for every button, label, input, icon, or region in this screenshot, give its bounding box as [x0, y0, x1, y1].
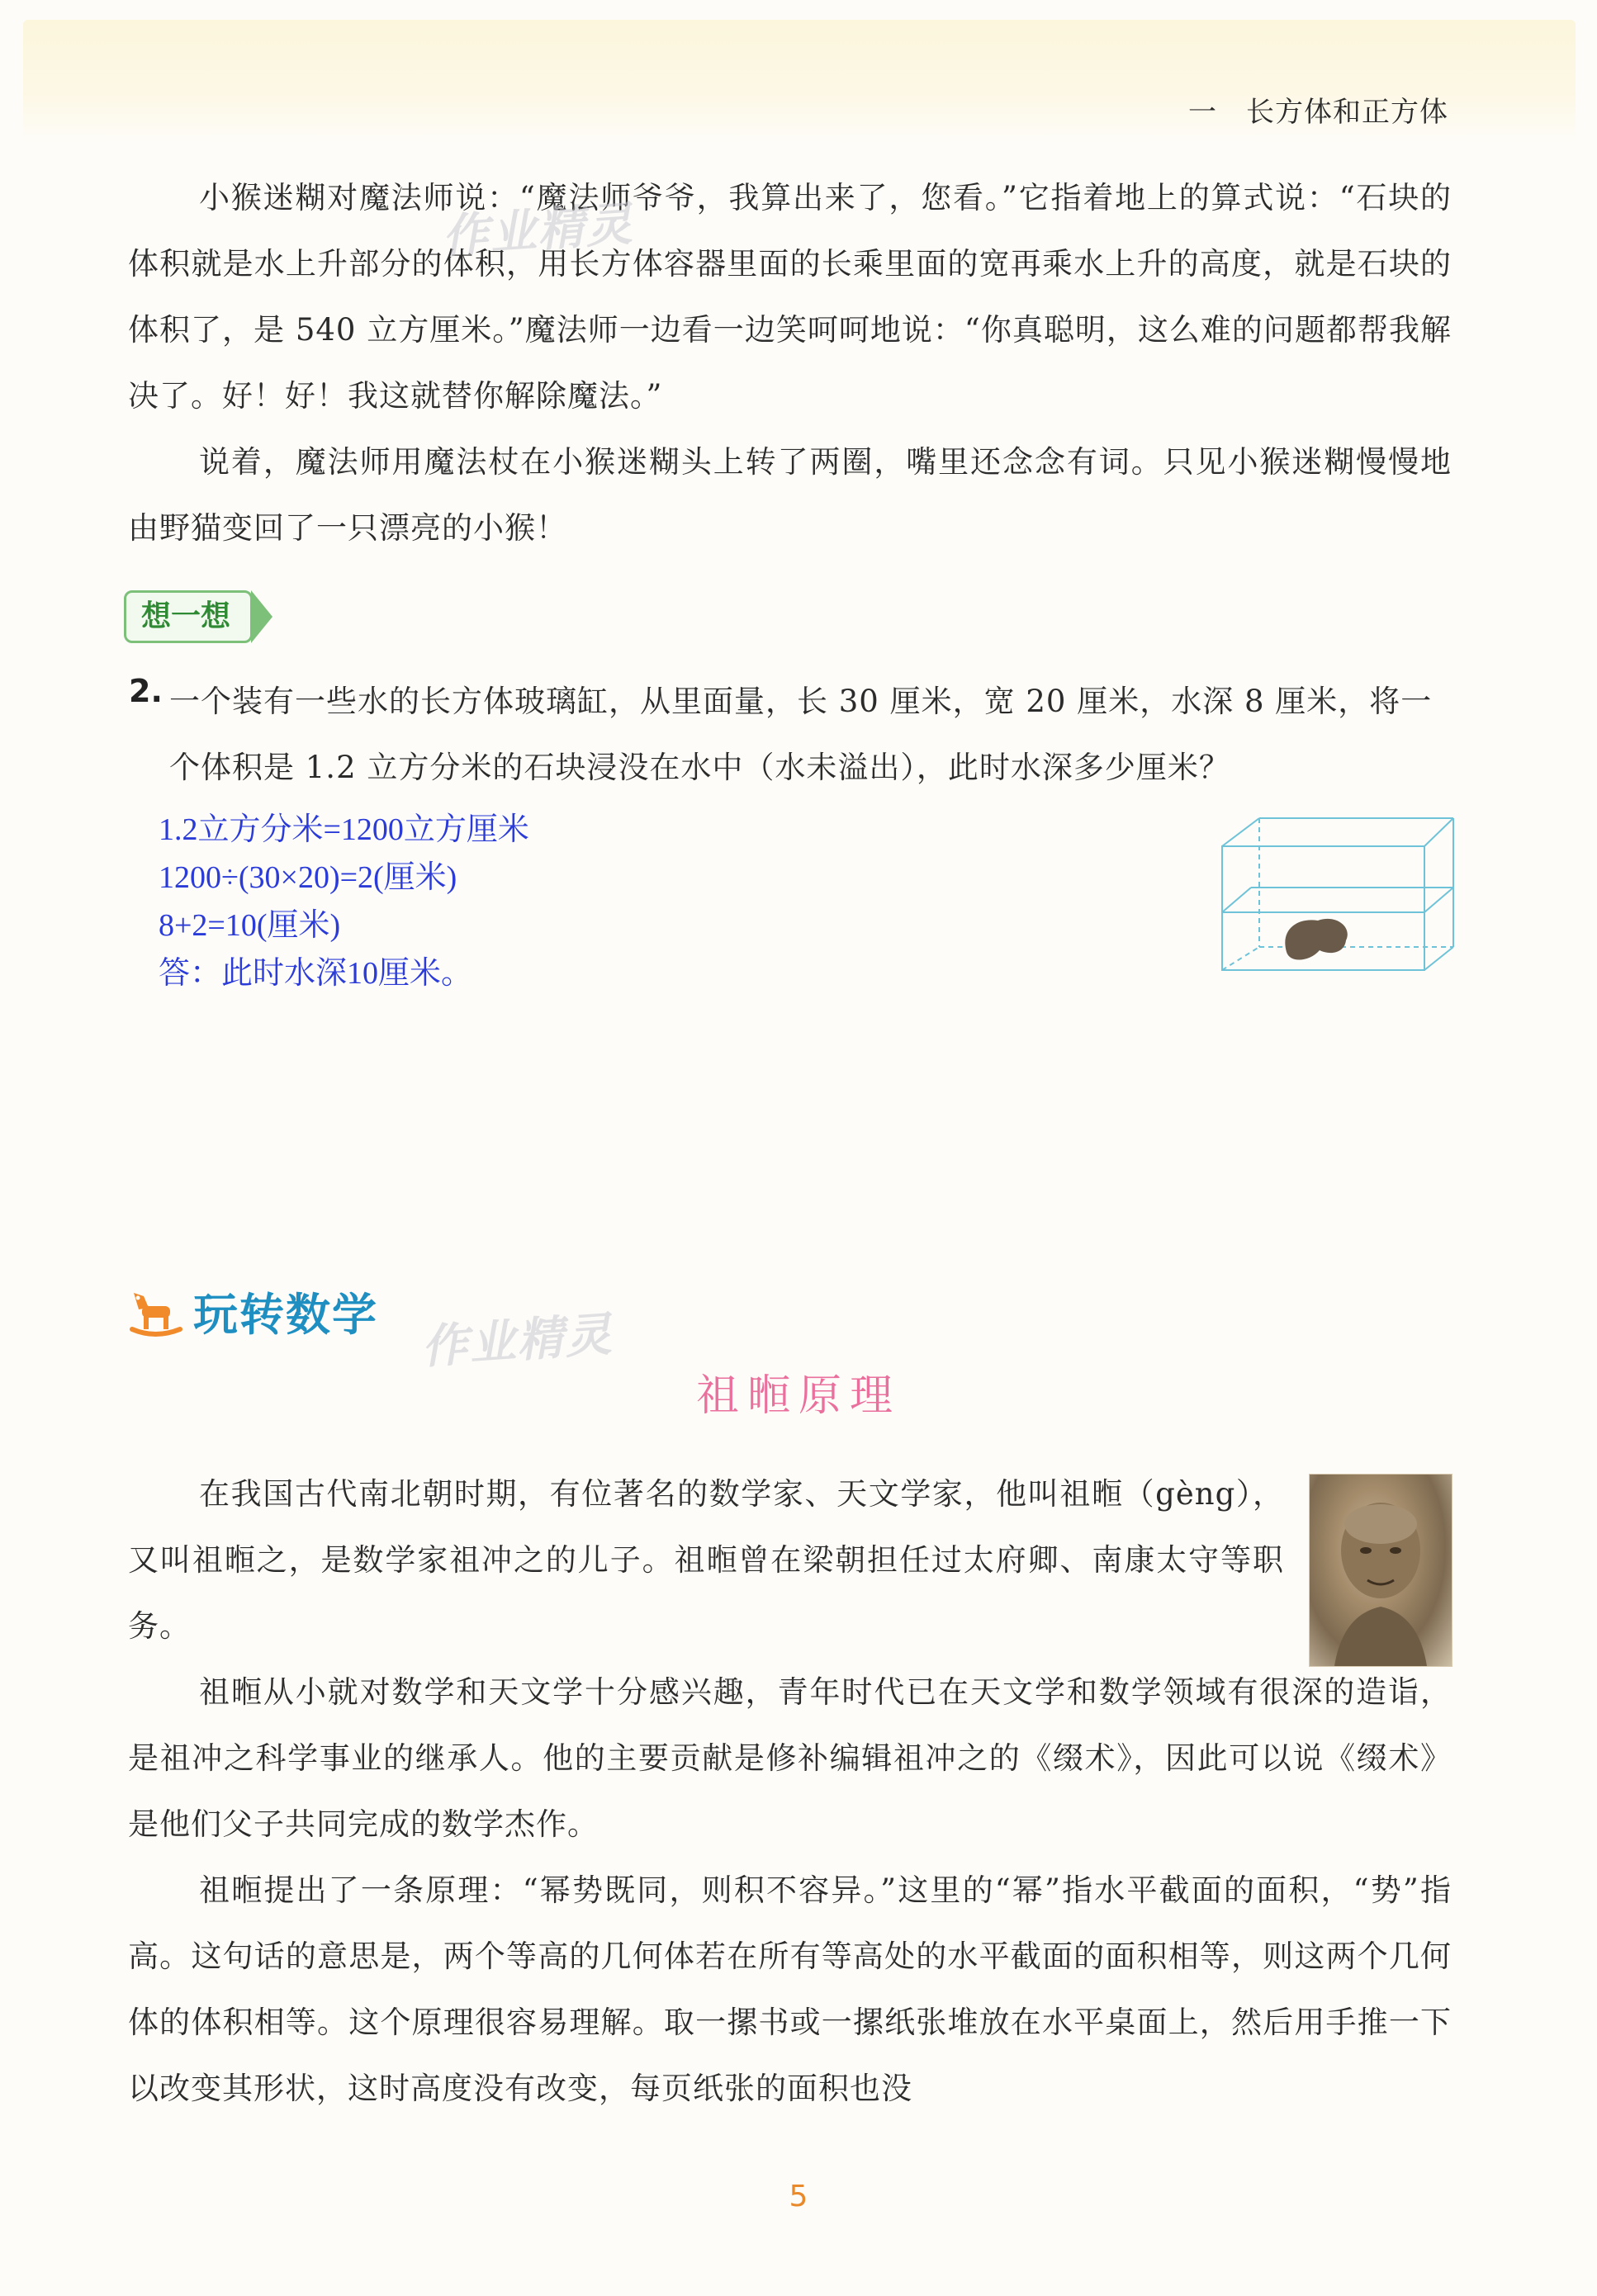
- section-label: 玩转数学: [193, 1288, 378, 1341]
- article-title: 祖暅原理: [695, 1371, 901, 1421]
- answer-line-3: 8+2=10(厘米): [159, 908, 341, 943]
- section-logo: [126, 1278, 378, 1344]
- article-paragraph-3: 祖暅提出了一条原理：“幂势既同，则积不容异。”这里的“幂”指水平截面的面积，“势”指高。这句话的意思是，两个等高的几何体若在所有等高处的水平截面的面积相等，则这两个几何体的体积相等。这个原理很容易理解。取一摞书或一摞纸张堆放在水平桌面上，然后用手推一下以改变其形状，这时高度没有改变，每页纸张的面积也没: [128, 1872, 1452, 2106]
- answer-line-2: 1200÷(30×20)=2(厘米): [159, 860, 457, 895]
- question-text: 一个装有一些水的长方体玻璃缸，从里面量，长 30 厘米，宽 20 厘米，水深 8 厘米，将一个体积是 1.2 立方分米的石块浸没在水中（水未溢出），此时水深多少厘米？: [169, 684, 1433, 785]
- think-tag-label: 想一想: [124, 590, 253, 643]
- page-number: 5: [789, 2180, 808, 2213]
- article-paragraph-2: 祖暅从小就对数学和天文学十分感兴趣，青年时代已在天文学和数学领域有很深的造诣，是祖冲之科学事业的继承人。他的主要贡献是修补编辑祖冲之的《缀术》，因此可以说《缀术》是他们父子共同完成的数学杰作。: [128, 1674, 1452, 1842]
- zu-geng-portrait: [1309, 1474, 1452, 1667]
- article-paragraph-1: 在我国古代南北朝时期，有位著名的数学家、天文学家，他叫祖暅（gèng），又叫祖暅之，是数学家祖冲之的儿子。祖暅曾在梁朝担任过太府卿、南康太守等职务。: [128, 1476, 1284, 1644]
- watermark: 作业精灵: [440, 196, 636, 265]
- story-paragraph-2: 说着，魔法师用魔法杖在小猴迷糊头上转了两圈，嘴里还念念有词。只见小猴迷糊慢慢地由野猫变回了一只漂亮的小猴！: [128, 444, 1452, 546]
- answer-line-4: 答：此时水深10厘米。: [159, 956, 473, 991]
- story-paragraph-1: 小猴迷糊对魔法师说：“魔法师爷爷，我算出来了，您看。”它指着地上的算式说：“石块的体积就是水上升部分的体积，用长方体容器里面的长乘里面的宽再乘水上升的高度，就是石块的体积了，是 540 立方厘米。”魔法师一边看一边笑呵呵地说：“你真聪明，这么难的问题都帮我解决了。好！好！我这就替你解除魔法。”: [128, 180, 1452, 414]
- question-number: 2.: [129, 673, 163, 709]
- think-tag: [124, 588, 293, 646]
- chapter-title: 一 长方体和正方体: [1188, 96, 1448, 129]
- answer-line-1: 1.2立方分米=1200立方厘米: [159, 812, 529, 847]
- tank-diagram: [1214, 813, 1462, 978]
- watermark-2: 作业精灵: [419, 1307, 615, 1375]
- tag-arrow-icon: [251, 590, 272, 643]
- stone-shape: [1285, 919, 1347, 960]
- rocking-horse-icon: [126, 1281, 185, 1341]
